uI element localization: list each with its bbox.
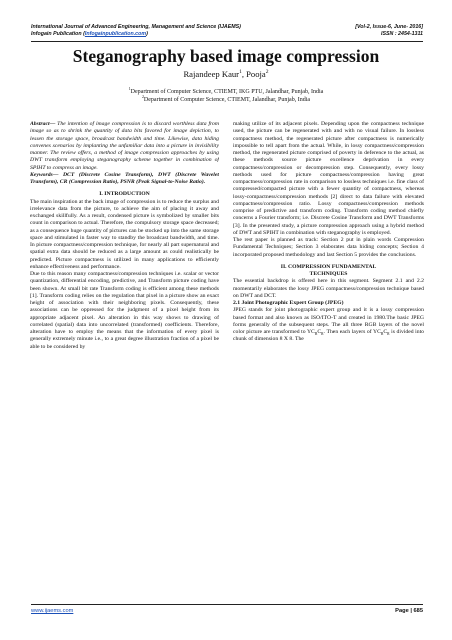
page-number: Page | 685 (395, 608, 423, 614)
introduction-paragraph-1: The main inspiration at the back image of compression is to reduce the surplus and irrelevance data from the picture, to achieve the aim of placing it away and exchanged skillfully. As a result, condensed picture is symbolized by smaller bits count in comparison to actual. Therefore, the compulsory storage space decreased; as a consequence huge quantity of pictures can be stocked up into the same storage space and stimulated in faster way to standby the broadcast bandwidth, and time. In picture compactness/compression technique, for nearly all part supernatural and spatial extra data should be reduced as a large amount as could realistically be predicted. Picture compactness is utilized in many applications to efficiently enhance effectiveness and performance. (30, 198, 219, 270)
introduction-continued: making utilize of its adjacent pixels. Depending upon the compactness technique used, the picture can be regenerated with and with no visual failure. In lossless compactness method, the regenerated picture after compactness is numerically impossible to tell apart from the actual. While, in lossy compactness/compression method, the regenerated picture comprised of poverty in deference to the actual, as these methods source picture excellence deprivation in every compactness/compression or decompression step. Consequently, every lossy methods used for picture compactness/compression having great compactness/compression rate in comparison to lossless techniques i.e. fine class of compressed/compacted picture with a fewer quantity of compactness, whereas lossy-compactness/compression methods [2] direct to data failure with elevated compactness/compression ratio. Lossy compactness/compression methods comprise of predictive and transform coding. Transform coding method chiefly concerns a Fourier transform; i.e. Discrete Cosine Transform and DWT Transforms [3]. In the presented study, a picture compression approach using a hybrid method of DWT and SPIHT in combination with steganography is employed. (233, 121, 424, 236)
journal-header (31, 24, 423, 38)
subsection-2-1-text: JPEG stands for joint photographic expert group and it is a lossy compression based format and also known as ISO/ITO-T and created in 1980.The basic JPEG forms generally of the subsequent steps. The all three RGB layers of the novel color picture are transformed to $YC_BC_R$. Then each layers of $YC_BC_R$ is divided into chunk of dimension 8 X 8. The (233, 307, 424, 343)
left-column (30, 121, 219, 599)
right-column (233, 121, 424, 599)
publisher: Infogain Publication (Infogainpublication.com) (31, 31, 148, 37)
paper-outline: The rest paper is planned as track: Section 2 put in plain words Compression Fundamental Techniques; Section 3 elaborates data hiding concepts; Section 4 incorporated proposed methodology and last Section 5 provides the conclusions. (233, 237, 424, 258)
affiliations (0, 88, 452, 104)
journal-name: International Journal of Advanced Engineering, Management and Science (IJAEMS) (31, 24, 241, 30)
subsection-2-1-heading: 2.1 Joint Photographic Expert Group (JPEG) (233, 300, 344, 306)
section-2-intro: The essential backdrop is offered here in this segment. Segment 2.1 and 2.2 momentarily elaborates the lossy JPEG compactness/compression technique based on DWT and DCT. (233, 278, 424, 299)
issn: ISSN : 2454-1311 (380, 31, 423, 37)
page-footer (31, 607, 423, 615)
journal-volume: [Vol-2, Issue-6, June- 2016] (355, 24, 423, 30)
paper-title: Steganography based image compression (72, 46, 380, 66)
author-2: Pooja (246, 69, 266, 79)
footer-divider (31, 604, 423, 605)
footer-site-link[interactable]: www.ijaems.com (31, 608, 74, 614)
introduction-heading: I. INTRODUCTION (99, 191, 150, 198)
introduction-paragraph-2: Due to this reason many compactness/compression techniques i.e. scalar or vector quantization, differential encoding, predictive, and Transform picture coding have been shown. At small bit rate Transform coding is efficient among these methods [1]. Transform coding relies on the regulation that pixel in a picture show an exact height of association with their neighboring pixels. Consequently, these associations can be oppressed for the judgment of a pixel height from its appropriate adjacent pixel. An alteration in this way shows to drawing of correlated (spatial) data into uncorrelated (transformed) coefficients. Therefore, alteration have to employ the means that the information of every pixel is generally extremely minute i.e., to a great degree illustration fraction of a pixel be able to be considered by (30, 271, 219, 350)
keywords: Keywords— DCT (Discrete Cosine Transform), DWT (Discrete Wavelet Transform), CR (Compression Ratio), PSNR (Peak Signal-to-Noise Ratio). (30, 171, 219, 185)
abstract: Abstract— The intention of image compression is to discard worthless data from image so as to shrink the quantity of data bits favored for image depiction, to lessen the storage space, broadcast bandwidth and time. Likewise, data hiding convenes scenarios by implanting the unfamiliar data into a picture in invisibility manner. The review offers, a method of image compression approaches by using DWT transform employing steganography scheme together in combination of SPIHT to compress an image. (30, 121, 219, 171)
publisher-link[interactable]: Infogainpublication.com (84, 31, 147, 37)
affiliation-1: $^1$Department of Computer Science, CTIEMT, IKG PTU, Jalandhar, Punjab, India (128, 87, 324, 95)
author-1: Rajandeep Kaur (183, 69, 240, 79)
section-2-heading: II. COMPRESSION FUNDAMENTAL TECHNIQUES (280, 263, 377, 277)
header-divider (31, 41, 423, 42)
author-line: Rajandeep Kaur$^1$, Pooja$^2$ (183, 69, 269, 79)
affiliation-2: $^2$Department of Computer Science, CTIEMT, Jalandhar, Punjab, India (141, 95, 311, 103)
